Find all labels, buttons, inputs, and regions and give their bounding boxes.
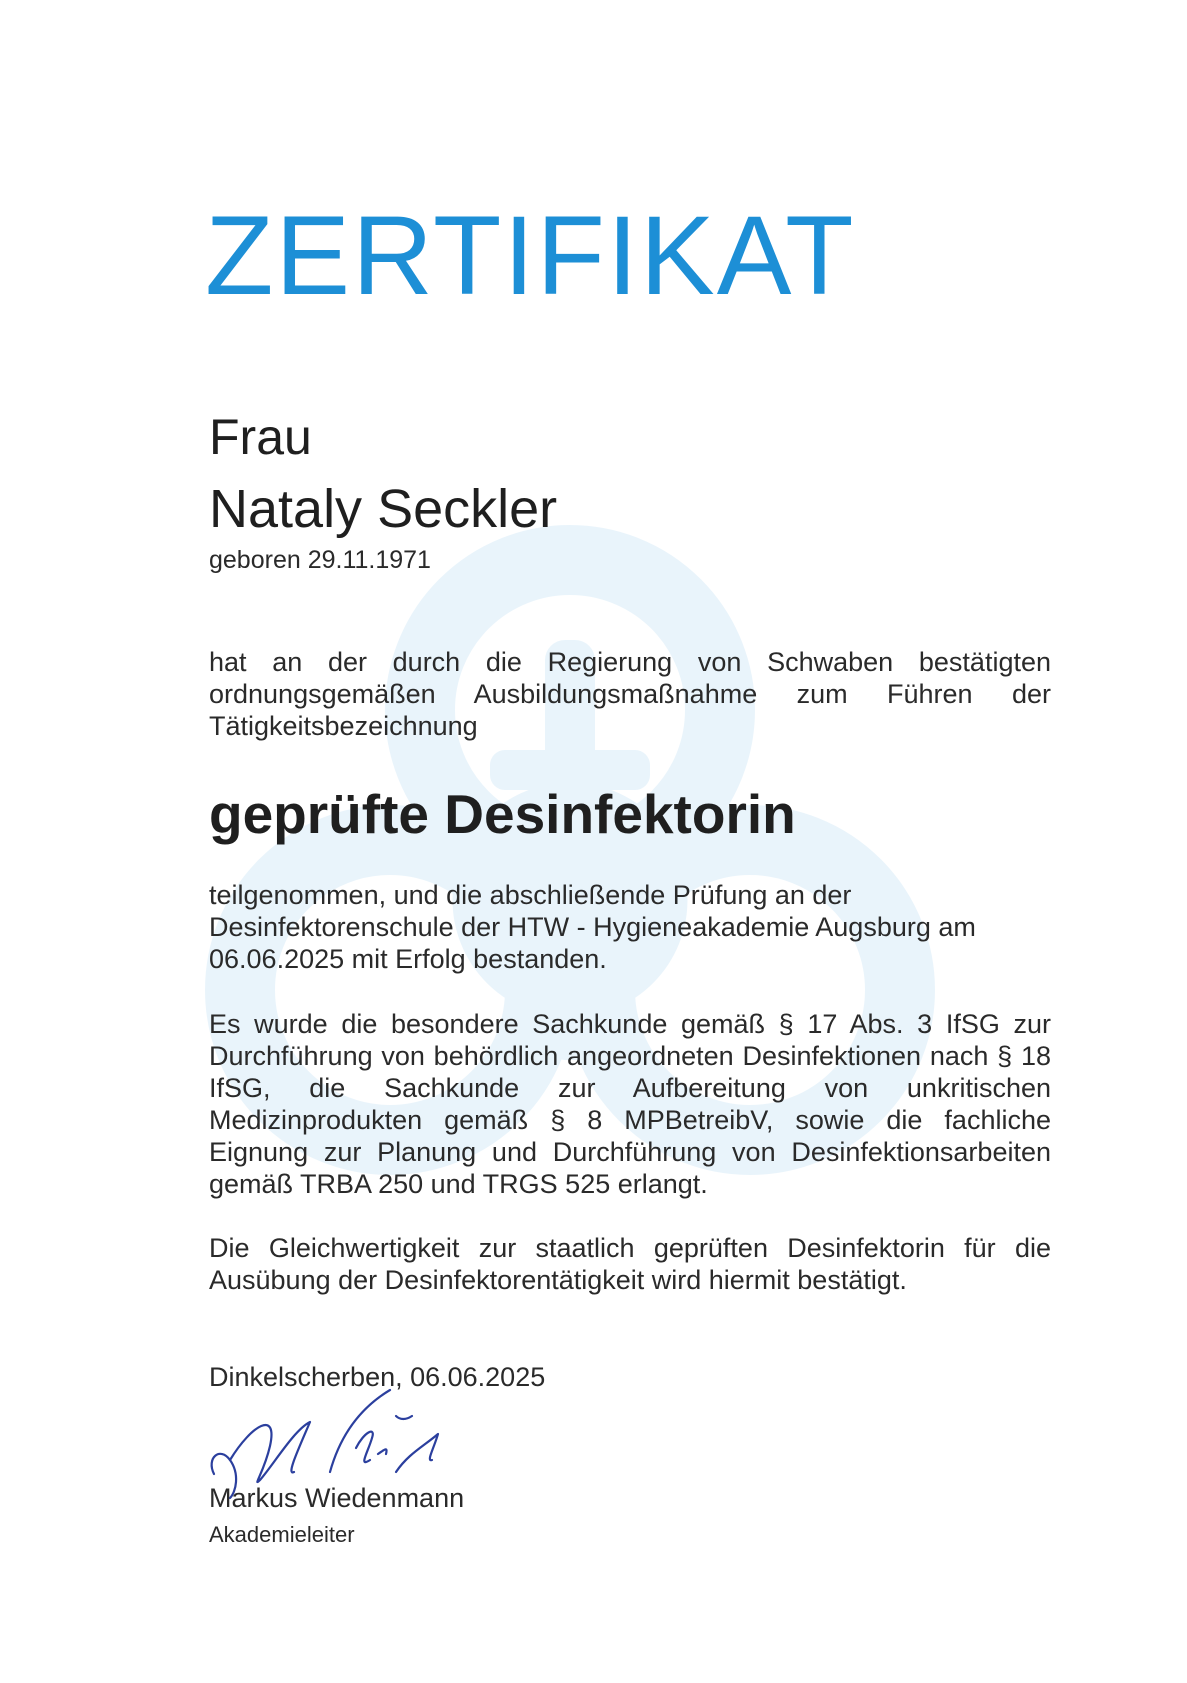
- competence-paragraph: Es wurde die besondere Sachkunde gemäß § 17 Abs. 3 IfSG zur Durchführung von behördlich angeordneten Desinfektionen nach § 18 IfSG, die Sachkunde zur Aufbereitung von unkritischen Medizinprodukten gemäß § 8 MPBetreibV, sowie die fachliche Eignung zur Planung und Durchführung von Desinfektionsarbeiten gemäß TRBA 250 und TRGS 525 erlangt.: [209, 1009, 1051, 1199]
- birth-date-line: geboren 29.11.1971: [209, 546, 431, 574]
- salutation: Frau: [209, 409, 312, 465]
- place-and-date: Dinkelscherben, 06.06.2025: [209, 1362, 546, 1392]
- exam-paragraph: teilgenommen, und die abschließende Prüfung an der Desinfektorenschule der HTW - Hygieneakademie Augsburg am 06.06.2025 mit Erfolg bestanden.: [209, 880, 976, 974]
- equivalence-paragraph: Die Gleichwertigkeit zur staatlich geprüften Desinfektorin für die Ausübung der Desinfektorentätigkeit wird hiermit bestätigt.: [209, 1233, 1051, 1295]
- certificate-title: ZERTIFIKAT: [205, 193, 856, 318]
- signer-role: Akademieleiter: [209, 1522, 355, 1547]
- signer-name: Markus Wiedenmann: [209, 1483, 465, 1513]
- degree-title: geprüfte Desinfektorin: [209, 783, 796, 845]
- recipient-name: Nataly Seckler: [209, 479, 558, 539]
- intro-paragraph: hat an der durch die Regierung von Schwaben bestätigten ordnungsgemäßen Ausbildungsmaßnahme zum Führen der Tätigkeitsbezeichnung: [209, 647, 1051, 741]
